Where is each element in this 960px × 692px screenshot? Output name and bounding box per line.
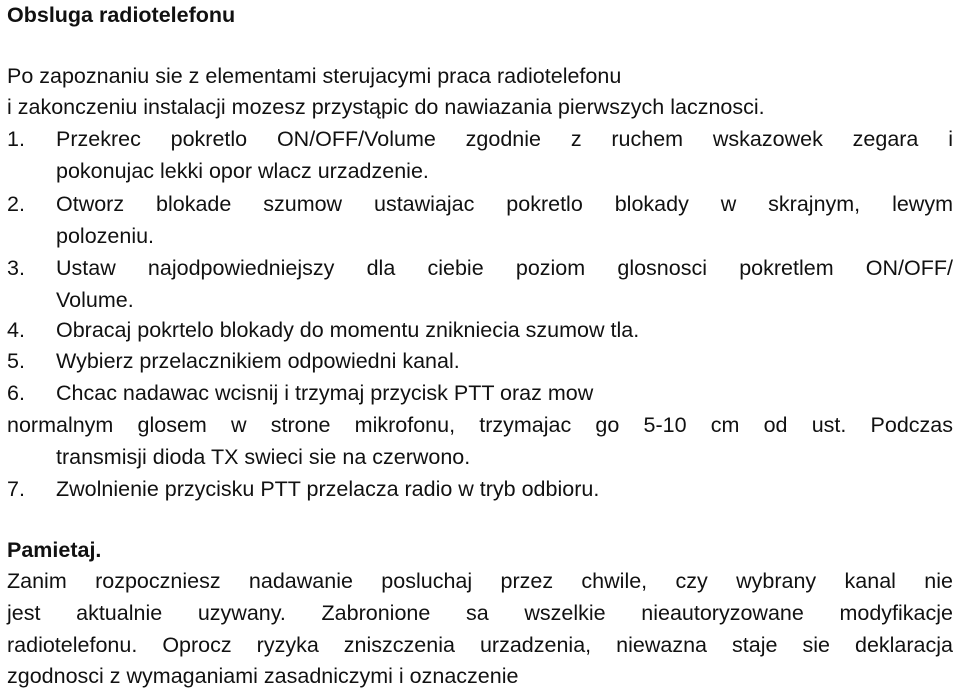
note-heading: Pamietaj. (7, 538, 102, 562)
step-7-line-1: Zwolnienie przycisku PTT przelacza radio w tryb odbioru. (56, 477, 600, 501)
step-4-line-1: Obracaj pokrtelo blokady do momentu znikniecia szumow tla. (56, 318, 640, 342)
step-7-number: 7. (7, 477, 25, 501)
step-2-line-2: polozeniu. (56, 224, 155, 248)
step-5-number: 5. (7, 349, 25, 373)
step-2-number: 2. (7, 192, 25, 216)
step-5-line-1: Wybierz przelacznikiem odpowiedni kanal. (56, 349, 460, 373)
intro-line-2: i zakonczeniu instalacji mozesz przystąpic do nawiazania pierwszych lacznosci. (7, 95, 765, 119)
step-3-line-2: Volume. (56, 288, 134, 312)
note-line-2: jest aktualnie uzywany. Zabronione sa wszelkie nieautoryzowane modyfikacje (7, 601, 953, 625)
note-line-3: radiotelefonu. Oprocz ryzyka zniszczenia urzadzenia, niewazna staje sie deklaracja (7, 633, 953, 657)
step-1-line-1: Przekrec pokretlo ON/OFF/Volume zgodnie z ruchem wskazowek zegara i (56, 127, 953, 151)
step-6-line-2: normalnym glosem w strone mikrofonu, trzymajac go 5-10 cm od ust. Podczas (7, 413, 953, 437)
step-6-line-3: transmisji dioda TX swieci sie na czerwono. (56, 445, 471, 469)
step-2-line-1: Otworz blokade szumow ustawiajac pokretlo blokady w skrajnym, lewym (56, 192, 953, 216)
step-1-number: 1. (7, 127, 25, 151)
step-3-number: 3. (7, 256, 25, 280)
step-4-number: 4. (7, 318, 25, 342)
note-line-4: zgodnosci z wymaganiami zasadniczymi i oznaczenie (7, 664, 519, 688)
intro-line-1: Po zapoznaniu sie z elementami sterujacymi praca radiotelefonu (7, 64, 622, 88)
step-3-line-1: Ustaw najodpowiedniejszy dla ciebie poziom glosnosci pokretlem ON/OFF/ (56, 256, 953, 280)
page-title: Obsluga radiotelefonu (7, 3, 236, 27)
note-line-1: Zanim rozpoczniesz nadawanie posluchaj przez chwile, czy wybrany kanal nie (7, 569, 953, 593)
step-6-line-1: Chcac nadawac wcisnij i trzymaj przycisk PTT oraz mow (56, 381, 594, 405)
step-1-line-2: pokonujac lekki opor wlacz urzadzenie. (56, 159, 429, 183)
step-6-number: 6. (7, 381, 25, 405)
